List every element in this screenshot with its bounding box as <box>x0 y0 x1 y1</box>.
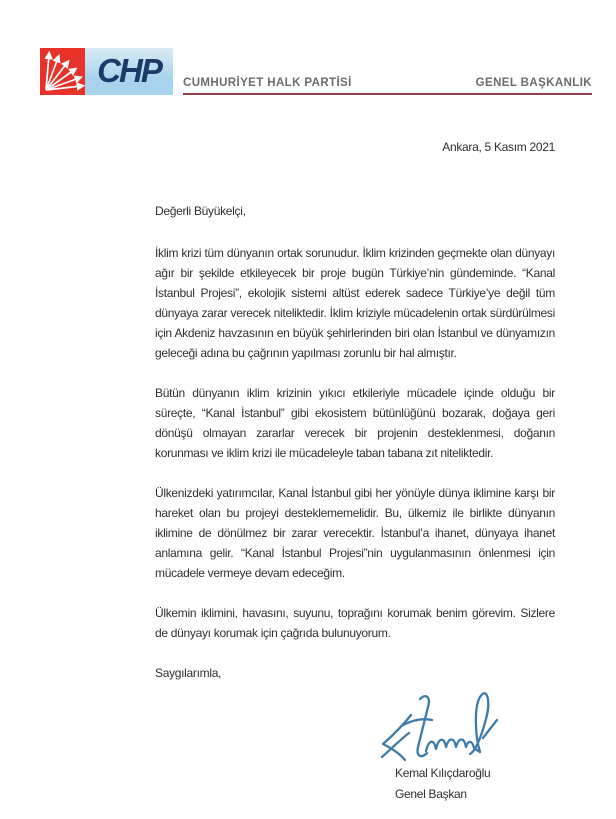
paragraph-3: Ülkenizdeki yatırımcılar, Kanal İstanbul gibi her yönüyle dünya iklimine karşı bir hareket olan bu projeyi desteklememelidir. Bu, ülkemiz ile birlikte dünyanın iklimine de dönülmez bir zarar verecektir. İstanbul’a ihanet, dünyaya ihanet anlamına gelir. “Kanal İstanbul Projesi”nin uygulanmasının önlenmesi için mücadele vermeye devam edeceğim. <box>155 486 555 580</box>
signer-name: Kemal Kılıçdaroğlu <box>395 766 491 780</box>
office-name: GENEL BAŞKANLIK <box>475 77 592 89</box>
paragraph-4: Ülkemin iklimini, havasını, suyunu, toprağını korumak benim görevim. Sizlere de dünyayı korumak için çağrıda bulunuyorum. <box>155 606 555 640</box>
salutation: Değerli Büyükelçi, <box>155 204 246 218</box>
chp-wordmark <box>85 48 173 95</box>
signature-scribble-icon <box>375 689 500 769</box>
signer-title: Genel Başkan <box>395 787 467 801</box>
org-name: CUMHURİYET HALK PARTİSİ <box>183 77 352 89</box>
closing: Saygılarımla, <box>155 666 222 680</box>
date-line: Ankara, 5 Kasım 2021 <box>442 140 555 154</box>
paragraph-2: Bütün dünyanın iklim krizinin yıkıcı etkileriyle mücadele içinde olduğu bir süreçte, “Kanal İstanbul” gibi ekosistem bütünlüğünü bozarak, doğaya geri dönüşü olmayan zararlar verecek bir projenin desteklenmesi, doğanın korunması ve iklim krizi ile mücadeleyle taban tabana zıt niteliktedir. <box>155 386 555 460</box>
signature-block <box>155 689 555 805</box>
letterhead-titles <box>183 77 592 95</box>
letter-content <box>155 137 555 805</box>
letterhead <box>40 48 592 95</box>
chp-logo <box>40 48 173 95</box>
six-arrows-icon <box>40 48 85 95</box>
chp-wordmark-text: CHP <box>97 51 161 89</box>
paragraph-1: İklim krizi tüm dünyanın ortak sorunudur. İklim krizinden geçmekte olan dünyayı ağır bir şekilde etkileyecek bir proje bugün Türkiye’nin gündeminde. “Kanal İstanbul Projesi”, ekolojik sistemi altüst ederek sadece Türkiye’ye değil tüm dünyaya zarar verecek niteliktedir. İklim kriziyle mücadelenin ortak sürdürülmesi için Akdeniz havzasının en büyük şehirlerinden biri olan İstanbul ve dünyamızın geleceği adına bu çağrının yapılması zorunlu bir hal almıştır. <box>155 246 555 360</box>
